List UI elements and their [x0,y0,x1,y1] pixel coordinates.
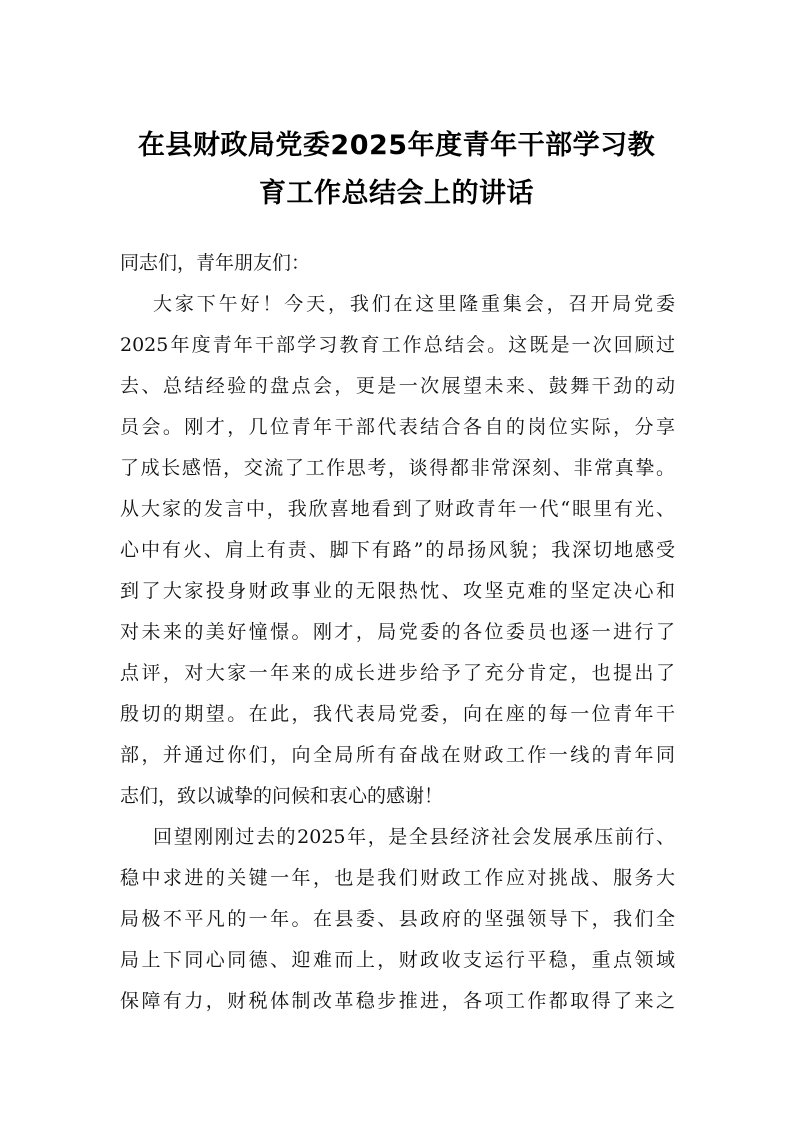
paragraph-2-line: 回望刚刚过去的2025年，是全县经济社会发展承压前行、 [153,826,675,848]
paragraph-1-line: 点评，对大家一年来的成长进步给予了充分肯定，也提出了 [120,662,675,684]
paragraph-1-line: 了成长感悟，交流了工作思考，谈得都非常深刻、非常真挚。 [120,457,675,479]
paragraph-1-line: 去、总结经验的盘点会，更是一次展望未来、鼓舞干劲的动 [120,375,675,397]
paragraph-1-line: 从大家的发言中，我欣喜地看到了财政青年一代“眼里有光、 [120,498,675,520]
paragraph-2-line: 稳中求进的关键一年，也是我们财政工作应对挑战、服务大 [120,867,675,889]
document-title-line-2: 育工作总结会上的讲话 [259,178,534,209]
paragraph-1-line: 对未来的美好憧憬。刚才，局党委的各位委员也逐一进行了 [120,621,675,643]
paragraph-1-line: 到了大家投身财政事业的无限热忱、攻坚克难的坚定决心和 [120,580,675,602]
paragraph-1-line: 部，并通过你们，向全局所有奋战在财政工作一线的青年同 [120,744,675,766]
salutation: 同志们，青年朋友们： [120,252,311,274]
paragraph-2-line: 局极不平凡的一年。在县委、县政府的坚强领导下，我们全 [120,908,675,930]
paragraph-1-line: 殷切的期望。在此，我代表局党委，向在座的每一位青年干 [120,703,675,725]
paragraph-1-line: 大家下午好！今天，我们在这里隆重集会，召开局党委 [153,293,675,315]
paragraph-1-line: 员会。刚才，几位青年干部代表结合各自的岗位实际，分享 [120,416,675,438]
paragraph-2-line: 局上下同心同德、迎难而上，财政收支运行平稳，重点领域 [120,949,675,971]
paragraph-2-line: 保障有力，财税体制改革稳步推进，各项工作都取得了来之 [120,990,675,1012]
paragraph-1-line: 心中有火、肩上有责、脚下有路”的昂扬风貌；我深切地感受 [120,539,675,561]
document-title-line-1: 在县财政局党委2025年度青年干部学习教 [137,130,656,161]
paragraph-1-line: 志们，致以诚挚的问候和衷心的感谢！ [120,785,444,807]
paragraph-1-line: 2025年度青年干部学习教育工作总结会。这既是一次回顾过 [120,334,675,356]
